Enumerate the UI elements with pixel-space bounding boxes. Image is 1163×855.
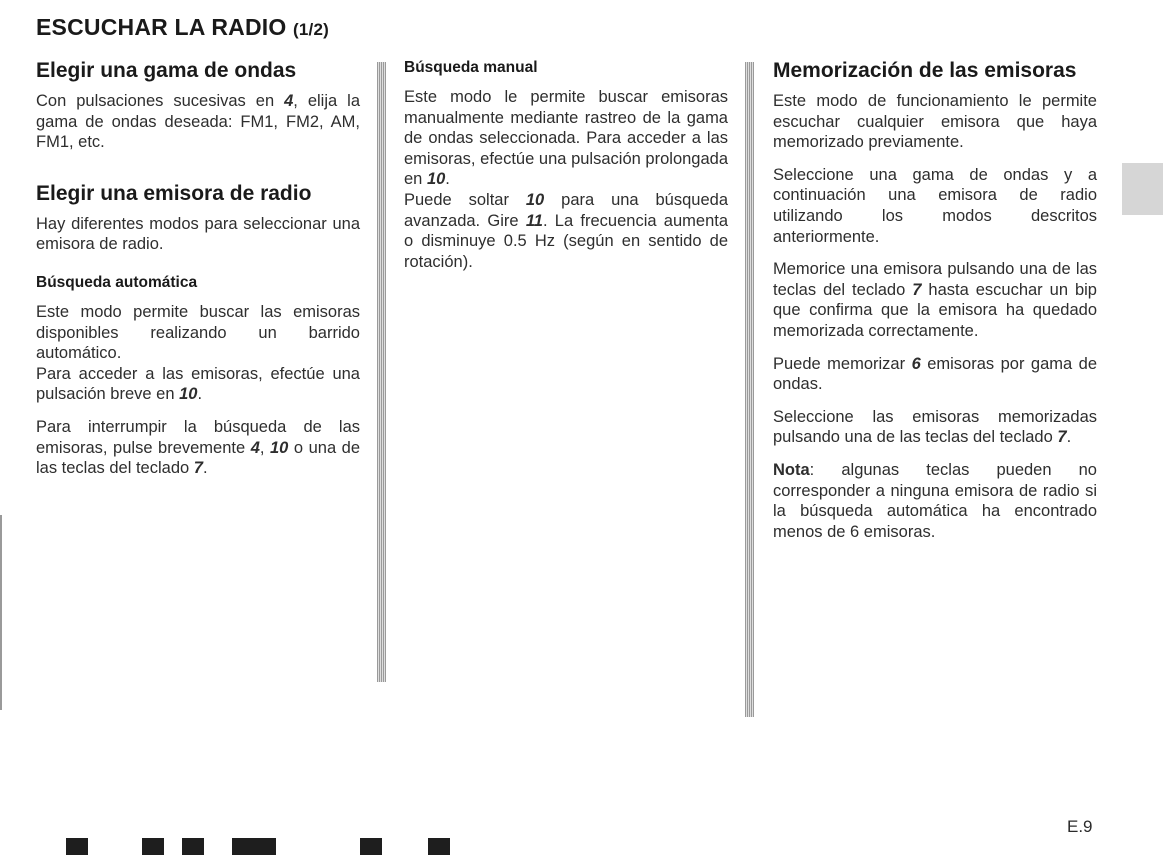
paragraph-nota [773,460,1097,542]
registration-mark [360,838,382,855]
text-span: hasta escuchar un bip que confirma que la emisora ha quedado memorizada correctamente. [773,280,1097,340]
section-thumb-tab [1122,163,1163,215]
paragraph-memo-5 [773,407,1097,448]
bottom-registration-marks [0,838,1163,855]
ref-number: 7 [193,459,203,478]
column-divider [745,62,754,717]
page-number: E.9 [1067,817,1093,836]
text-span: , elija la gama de ondas deseada: FM1, FM2, AM, FM1, etc. [36,92,360,152]
paragraph-gama [36,91,360,153]
ref-number: 11 [525,211,543,230]
page-title [36,14,329,41]
text-span: . [445,170,450,189]
paragraph-auto-2 [36,364,360,405]
page-title-part: (1/2) [293,20,329,39]
page-edge-line [0,515,2,710]
paragraph-memo-2: Seleccione una gama de ondas y a continuación una emisora de radio utilizando los modos descritos anteriormente. [773,165,1097,246]
ref-number: 7 [912,280,922,299]
ref-number: 10 [179,385,198,404]
text-span: Seleccione las emisoras memorizadas pulsando una de las teclas del teclado [773,407,1097,447]
paragraph-auto-1: Este modo permite buscar las emisoras disponibles realizando un barrido automático. [36,302,360,363]
heading-busqueda-automatica: Búsqueda automática [36,273,198,291]
paragraph-emisora: Hay diferentes modos para seleccionar una emisora de radio. [36,214,360,254]
ref-number: 6 [911,354,921,373]
text-span: , [259,438,270,457]
registration-mark [142,838,164,855]
column-3 [773,58,1097,554]
text-span: Memorice una emisora pulsando una de las teclas del teclado [773,260,1097,299]
column-2 [404,58,728,284]
text-span: : algunas teclas pueden no corresponder a ninguna emisora de radio si la búsqueda automática ha encontrado menos de 6 emisoras. [773,460,1097,541]
column-divider [377,62,386,682]
text-span: Para acceder a las emisoras, efectúe una pulsación breve en [36,364,360,404]
page-title-main: ESCUCHAR LA RADIO [36,14,287,40]
registration-mark [232,838,276,855]
text-span: . [1066,428,1072,447]
paragraph-memo-1: Este modo de funcionamiento le permite escuchar cualquier emisora que haya memorizado previamente. [773,92,1097,152]
text-span: . La frecuencia aumenta o disminuye 0.5 Hz (según en sentido de rotación). [404,211,729,271]
heading-busqueda-manual: Búsqueda manual [404,59,538,76]
text-span: o una de las teclas del teclado [36,438,361,478]
registration-mark [66,838,88,855]
paragraph-auto-3 [36,417,360,479]
heading-elegir-emisora: Elegir una emisora de radio [36,181,312,205]
text-span: Puede memorizar [773,354,912,373]
text-span: Puede soltar [404,190,526,209]
text-span: Para interrumpir la búsqueda de las emisoras, pulse brevemente [36,417,360,457]
heading-memorizacion: Memorización de las emisoras [773,59,1077,82]
text-span: emisoras por gama de ondas. [773,354,1097,394]
ref-number: 7 [1057,428,1067,447]
nota-label: Nota [773,460,810,479]
text-span: Con pulsaciones sucesivas en [36,92,285,110]
paragraph-memo-3 [773,259,1097,341]
ref-number: 4 [284,92,294,110]
registration-mark [182,838,204,855]
text-span: para una búsqueda avanzada. Gire [404,190,728,230]
text-span: . [197,385,203,404]
column-1 [36,58,360,491]
heading-elegir-gama: Elegir una gama de ondas [36,59,297,82]
paragraph-manual-1 [404,87,728,190]
text-span: . [202,459,208,478]
text-span: Este modo le permite buscar emisoras manualmente mediante rastreo de la gama de ondas seleccionada. Para acceder a las emisoras, efectúe una pulsación prolongada en [404,88,728,189]
ref-number: 10 [270,438,289,457]
paragraph-memo-4 [773,354,1097,395]
registration-mark [428,838,450,855]
paragraph-manual-2 [404,190,728,272]
ref-number: 10 [525,190,545,209]
ref-number: 10 [426,170,446,189]
ref-number: 4 [250,438,260,457]
